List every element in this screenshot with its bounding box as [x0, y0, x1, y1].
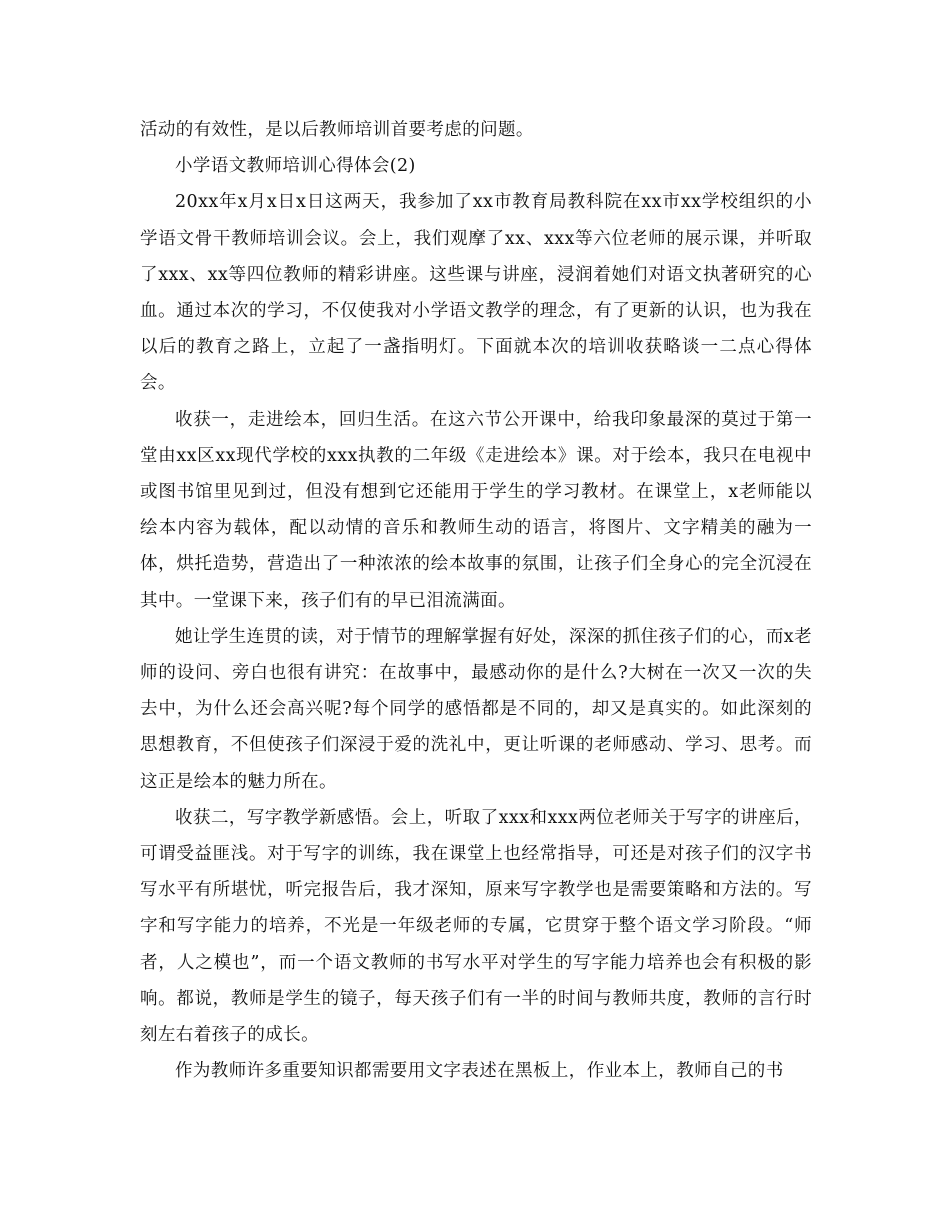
- paragraph-intro: 20xx年x月x日x日这两天，我参加了xx市教育局教科院在xx市xx学校组织的小学语文骨干教师培训会议。会上，我们观摩了xx、xxx等六位老师的展示课，并听取了xxx、xx等四位教师的精彩讲座。这些课与讲座，浸润着她们对语文执著研究的心血。通过本次的学习，不仅使我对小学语文教学的理念，有了更新的认识，也为我在以后的教育之路上，立起了一盏指明灯。下面就本次的培训收获略谈一二点心得体会。: [140, 192, 812, 394]
- section-title: 小学语文教师培训心得体会(2): [175, 156, 416, 177]
- paragraph-harvest-two: 收获二，写字教学新感悟。会上，听取了xxx和xxx两位老师关于写字的讲座后，可谓受益匪浅。对于写字的训练，我在课堂上也经常指导，可还是对孩子们的汉字书写水平有所堪忧，听完报告后，我才深知，原来写字教学也是需要策略和方法的。写字和写字能力的培养，不光是一年级老师的专属，它贯穿于整个语文学习阶段。“师者，人之模也”，而一个语文教师的书写水平对学生的写字能力培养也会有积极的影响。都说，教师是学生的镜子，每天孩子们有一半的时间与教师共度，教师的言行时刻左右着孩子的成长。: [140, 807, 812, 1046]
- document-body: [140, 112, 812, 1089]
- paragraph-teacher-writing: 作为教师许多重要知识都需要用文字表述在黑板上，作业本上，教师自己的书: [175, 1061, 784, 1082]
- paragraph-reading: 她让学生连贯的读，对于情节的理解掌握有好处，深深的抓住孩子们的心，而x老师的设问、旁白也很有讲究：在故事中，最感动你的是什么?大树在一次又一次的失去中，为什么还会高兴呢?每个同学的感悟都是不同的，却又是真实的。如此深刻的思想教育，不但使孩子们深浸于爱的洗礼中，更让听课的老师感动、学习、思考。而这正是绘本的魅力所在。: [140, 626, 812, 792]
- paragraph-harvest-one: 收获一，走进绘本，回归生活。在这六节公开课中，给我印象最深的莫过于第一堂由xx区xx现代学校的xxx执教的二年级《走进绘本》课。对于绘本，我只在电视中或图书馆里见到过，但没有想到它还能用于学生的学习教材。在课堂上，x老师能以绘本内容为载体，配以动情的音乐和教师生动的语言，将图片、文字精美的融为一体，烘托造势，营造出了一种浓浓的绘本故事的氛围，让孩子们全身心的完全沉浸在其中。一堂课下来，孩子们有的早已泪流满面。: [140, 409, 812, 611]
- paragraph-fragment-top: 活动的有效性，是以后教师培训首要考虑的问题。: [140, 120, 534, 140]
